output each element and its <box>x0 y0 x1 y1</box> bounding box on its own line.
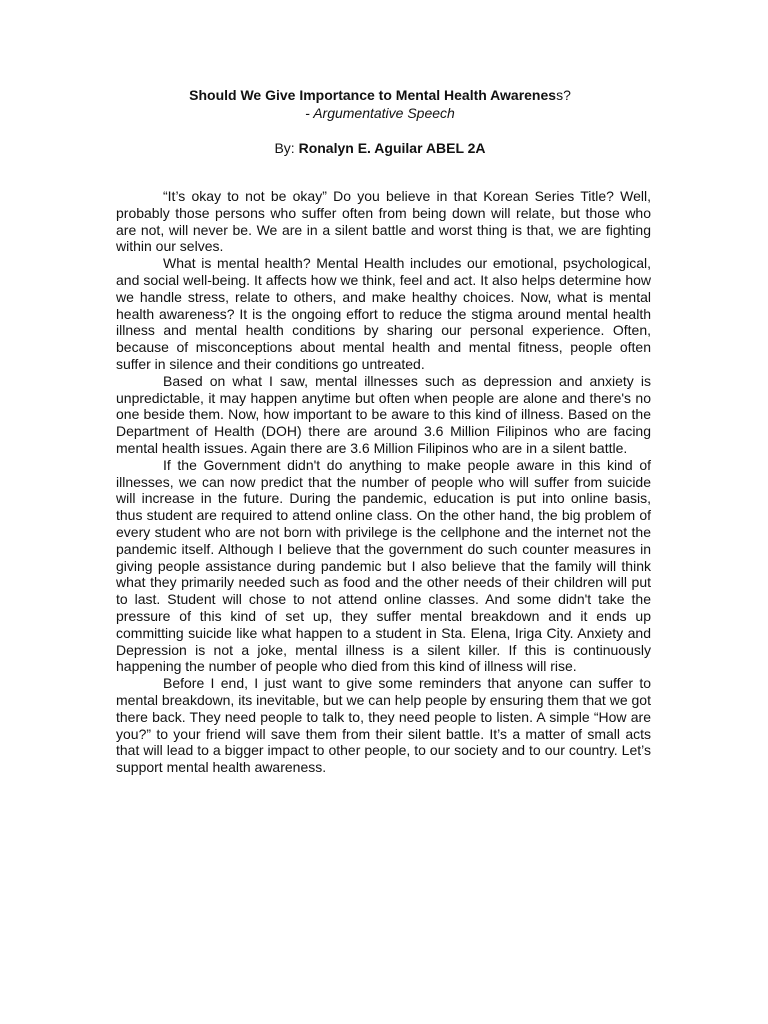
byline-prefix: By: <box>274 140 299 156</box>
paragraph-2: What is mental health? Mental Health includes our emotional, psychological, and social well-being. It affects how we think, feel and act. It also helps determine how we handle stress, relate to others, and make healthy choices. Now, what is mental health awareness? It is the ongoing effort to reduce the stigma around mental health illness and mental health conditions by sharing our personal experience. Often, because of misconceptions about mental health and mental fitness, people often suffer in silence and their conditions go untreated. <box>116 255 651 372</box>
paragraph-1: “It’s okay to not be okay” Do you believe in that Korean Series Title? Well, probably those persons who suffer often from being down will relate, but those who are not, will never be. We are in a silent battle and worst thing is that, we are fighting within our selves. <box>116 188 651 255</box>
title-tail: s? <box>556 87 571 103</box>
paragraph-3: Based on what I saw, mental illnesses such as depression and anxiety is unpredictable, it may happen anytime but often when people are alone and there's no one beside them. Now, how important to be aware to this kind of illness. Based on the Department of Health (DOH) there are around 3.6 Million Filipinos who are facing mental health issues. Again there are 3.6 Million Filipinos who are in a silent battle. <box>116 372 651 456</box>
byline <box>110 139 650 157</box>
author-name: Ronalyn E. Aguilar ABEL 2A <box>298 140 486 156</box>
document-title <box>110 86 650 104</box>
speech-body <box>116 188 651 776</box>
paragraph-5: Before I end, I just want to give some reminders that anyone can suffer to mental breakdown, its inevitable, but we can help people by ensuring them that we got there back. They need people to talk to, they need people to listen. A simple “How are you?” to your friend will save them from their silent battle. It’s a matter of small acts that will lead to a bigger impact to other people, to our society and to our country. Let’s support mental health awareness. <box>116 675 651 776</box>
document-subtitle: - Argumentative Speech <box>305 105 455 121</box>
title-main: Should We Give Importance to Mental Health Awarenes <box>189 87 557 103</box>
paragraph-4: If the Government didn't do anything to make people aware in this kind of illnesses, we can now predict that the number of people who will suffer from suicide will increase in the future. During the pandemic, education is put into online basis, thus student are required to attend online class. On the other hand, the big problem of every student who are not born with privilege is the cellphone and the internet not the pandemic itself. Although I believe that the government do such counter measures in giving people assistance during pandemic but I also believe that the family will think what they primarily needed such as food and the other needs of their children will put to last. Student will chose to not attend online classes. And some didn't take the pressure of this kind of set up, they suffer mental breakdown and it ends up committing suicide like what happen to a student in Sta. Elena, Iriga City. Anxiety and Depression is not a joke, mental illness is a silent killer. If this is continuously happening the number of people who died from this kind of illness will rise. <box>116 456 651 675</box>
document-header <box>110 86 650 157</box>
